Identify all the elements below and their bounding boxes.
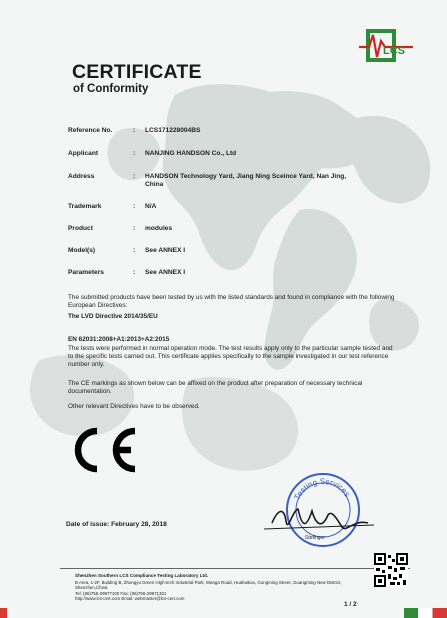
flag-stripe-left	[0, 608, 7, 618]
lab-web: http://www.lcs-cert.com Email: webmaster@lcs-cert.com	[75, 595, 185, 601]
field-label-address: Address	[68, 173, 95, 180]
field-colon: :	[133, 269, 136, 276]
footer-divider	[60, 568, 410, 569]
field-value-address: HANDSON Technology Yard, Jiang Ning Sceince Yard, Nan Jing,	[145, 173, 347, 180]
lcs-logo-text: LCS	[383, 45, 405, 57]
field-label-parameters: Parameters	[68, 269, 104, 276]
field-colon: :	[133, 203, 136, 210]
field-colon: :	[133, 173, 136, 180]
certificate-title: CERTIFICATE	[72, 61, 202, 83]
signatory-name: Stefinger	[305, 535, 326, 541]
field-value-applicant: NANJING HANDSON Co., Ltd	[145, 150, 237, 157]
ce-marking-paragraph: The CE markings as shown below can be affixed on the product after preparation of necessary technical documentation.	[68, 380, 363, 396]
signature-icon	[258, 499, 378, 539]
other-directives-paragraph: Other relevant Directives have to be observed.	[68, 403, 200, 410]
lcs-logo	[359, 27, 413, 67]
field-value-trademark: N/A	[145, 203, 157, 210]
page-number: 1 / 2	[344, 601, 357, 608]
ce-mark-icon	[65, 425, 141, 475]
field-value-parameters: See ANNEX I	[145, 269, 186, 276]
test-conditions-paragraph: The tests were performed in normal operation mode. The test results apply only to the particular sample tested and to the specific tests carried out. This certificate applies specifically to the sample investigated in our test reference number only.	[68, 345, 393, 369]
field-label-models: Model(s)	[68, 247, 96, 254]
field-label-applicant: Applicant	[68, 150, 99, 157]
directive-name: The LVD Directive 2014/35/EU	[68, 313, 158, 320]
flag-stripe-right	[404, 608, 447, 618]
field-label-trademark: Trademark	[68, 203, 102, 210]
seal-text: Testing Services	[292, 476, 352, 502]
field-colon: :	[133, 247, 136, 254]
field-colon: :	[133, 150, 136, 157]
certificate-subtitle: of Conformity	[73, 83, 149, 95]
field-colon: :	[133, 127, 136, 134]
field-label-product: Product	[68, 225, 93, 232]
lab-address	[75, 580, 375, 601]
field-value-product: modules	[145, 225, 173, 232]
lab-address-line: B Area, 1-2F, Building B, Zhongyu Green High-tech Industrial Park, Wanga Road, Huahaikou, Gongming Street, Guangming New District, Shenzhen,China	[75, 580, 342, 591]
field-value-address-line2: China	[145, 181, 164, 188]
date-of-issue: Date of issue: February 28, 2018	[66, 521, 167, 528]
lab-phone: Tel: (86)755-29977100 Fax: (86)755-29971331	[75, 590, 167, 596]
field-label-reference: Reference No.	[68, 127, 113, 134]
lab-name: Shenzhen Southern LCS Compliance Testing Laboratory Ltd.	[75, 573, 209, 578]
qr-code-icon	[374, 553, 408, 587]
field-value-reference: LCS171228004BS	[145, 127, 201, 134]
standard-name: EN 62031:2008+A1:2013+A2:2015	[68, 336, 170, 343]
field-value-models: See ANNEX I	[145, 247, 186, 254]
compliance-paragraph: The submitted products have been tested by us with the listed standards and found in compliance with the following European Directives:	[68, 294, 395, 310]
field-colon: :	[133, 225, 136, 232]
